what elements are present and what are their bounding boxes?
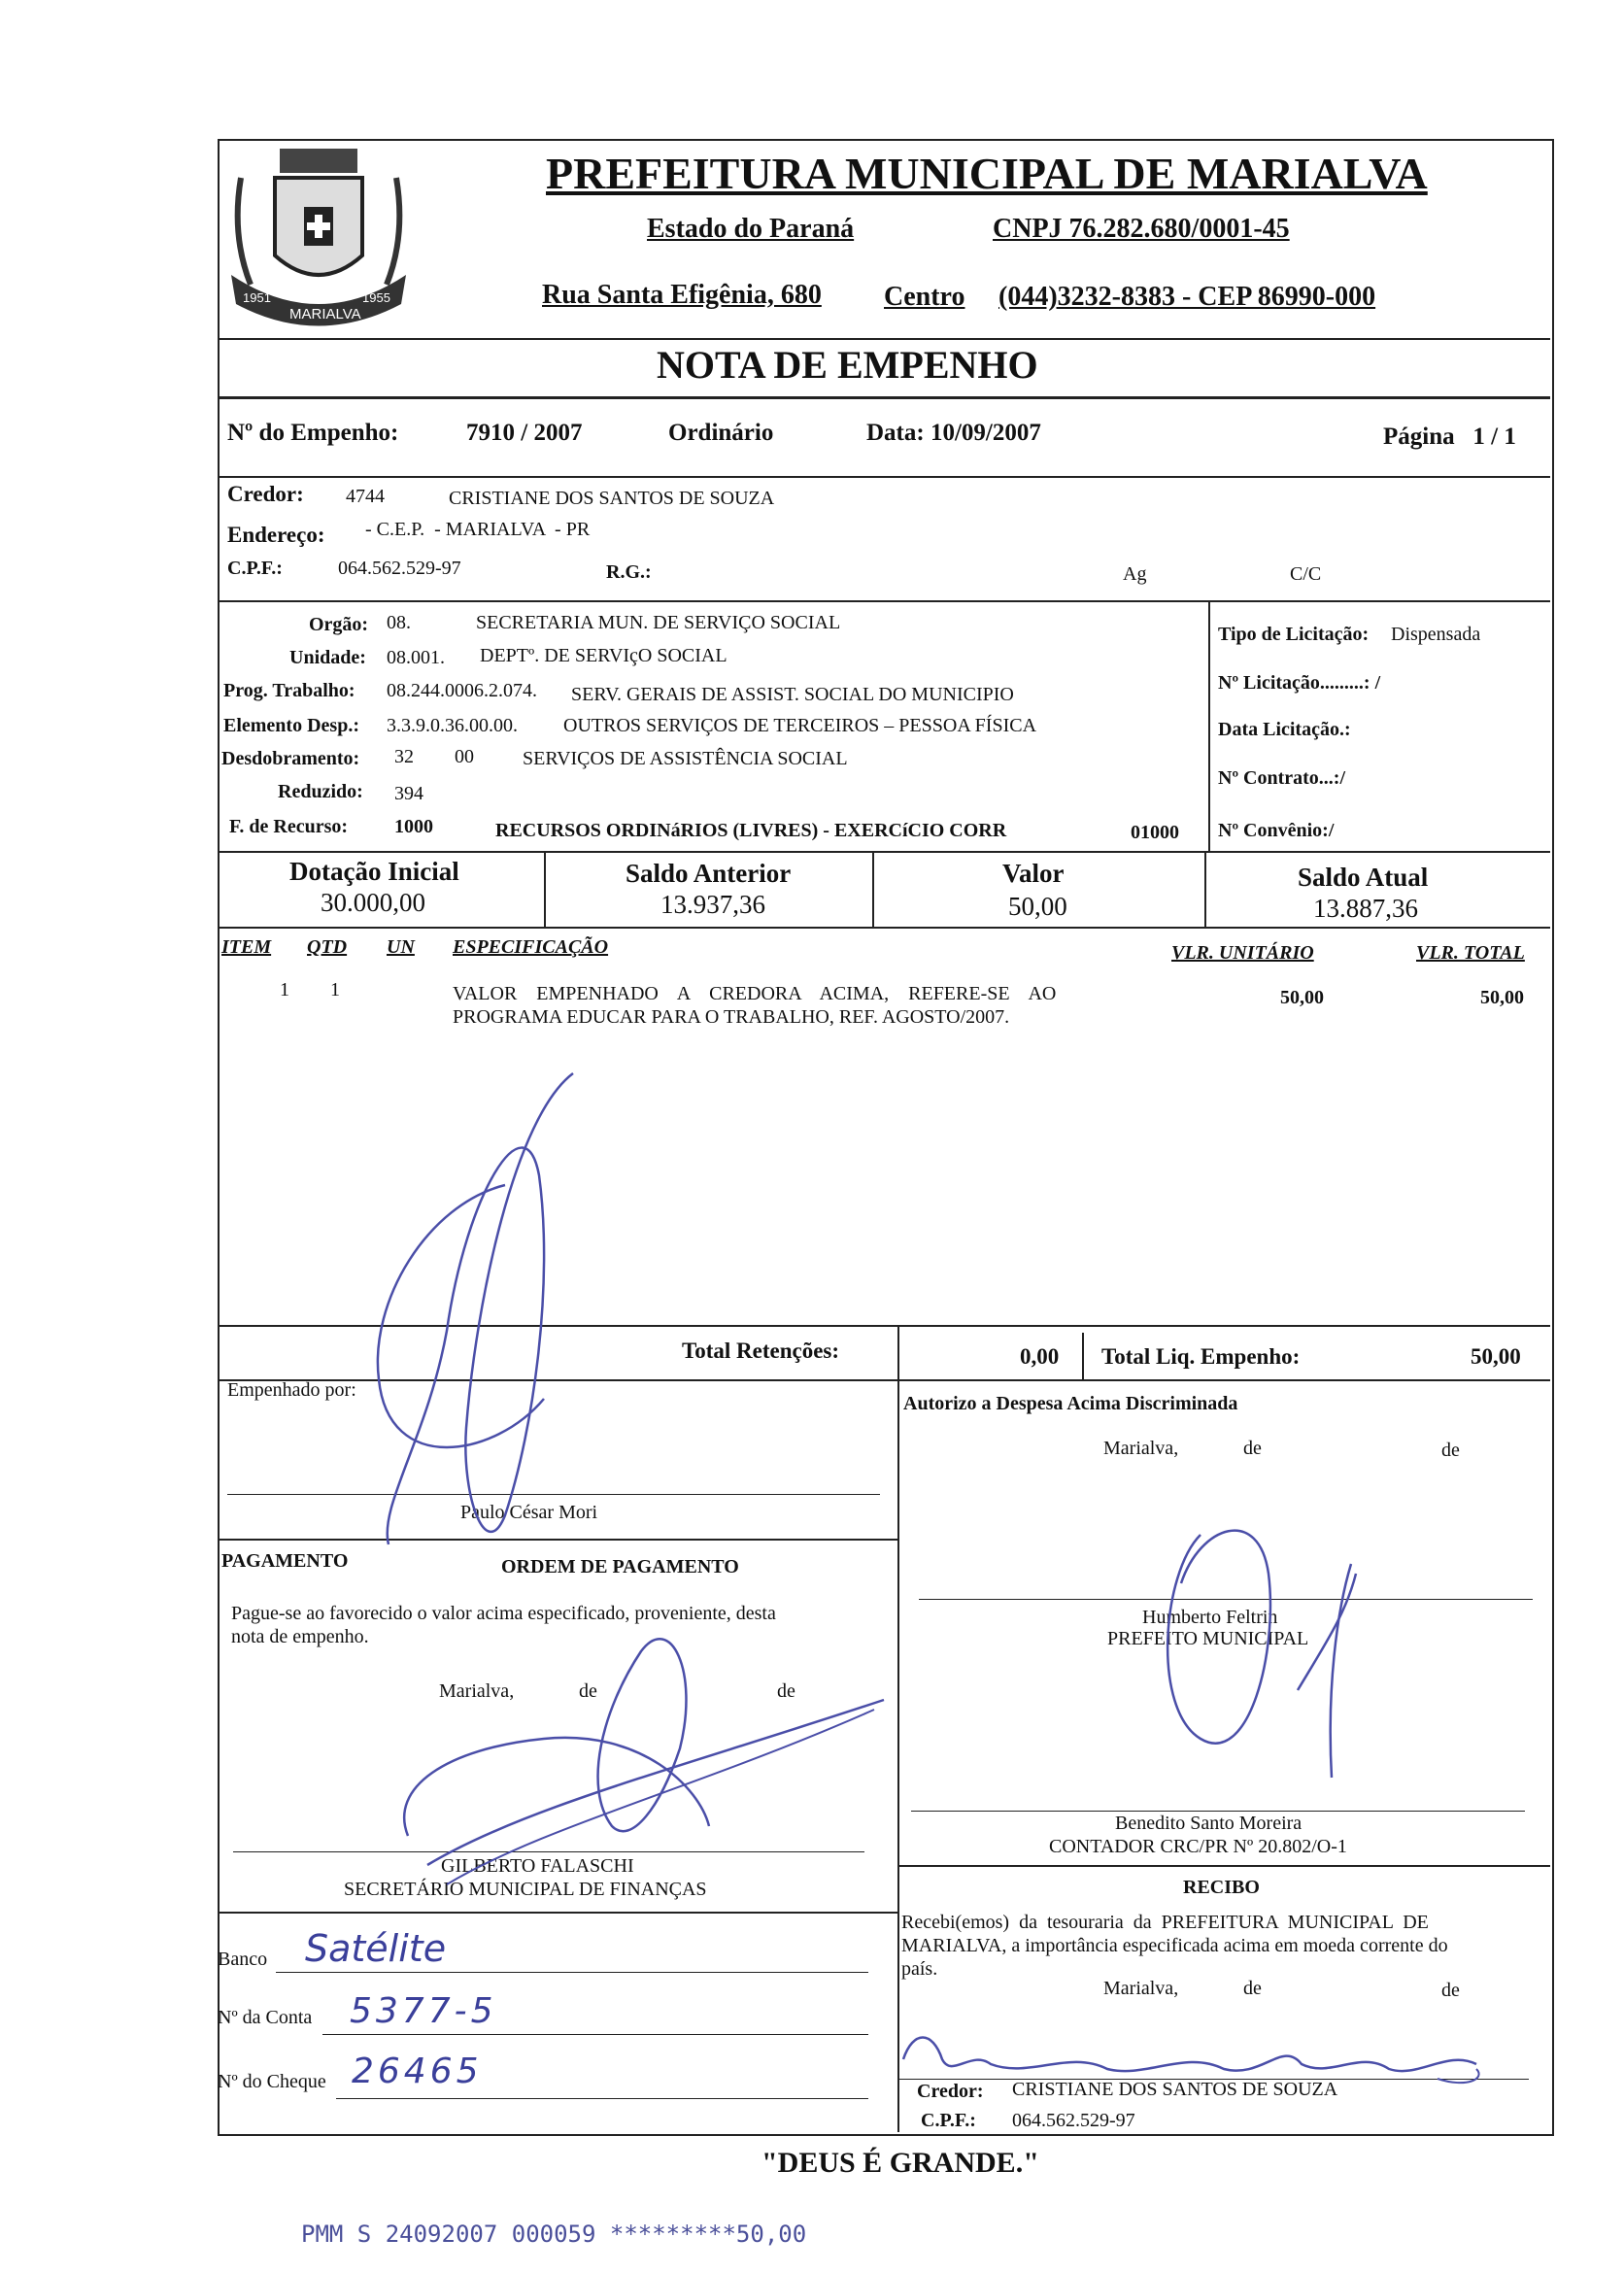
recibo-marialva: Marialva, xyxy=(1103,1978,1179,1999)
saldo-atual-value: 13.887,36 xyxy=(1313,894,1418,923)
recibo-text-line3: país. xyxy=(901,1958,938,1980)
divider xyxy=(218,1912,897,1914)
unidade-label: Unidade: xyxy=(289,647,366,668)
elemento-value: OUTROS SERVIÇOS DE TERCEIROS – PESSOA FÍSICA xyxy=(563,715,1037,736)
row-qtd: 1 xyxy=(330,979,340,1000)
logo-name: MARIALVA xyxy=(289,306,361,322)
footer-stamp: PMM S 24092007 000059 *********50,00 xyxy=(301,2221,807,2248)
credor-name: CRISTIANE DOS SANTOS DE SOUZA xyxy=(449,488,775,509)
divider xyxy=(218,476,1550,478)
recibo-de2: de xyxy=(1441,1980,1460,2001)
contrato-number: Nº Contrato...:/ xyxy=(1218,767,1346,789)
convenio-number: Nº Convênio:/ xyxy=(1218,820,1335,841)
reduzido-label: Reduzido: xyxy=(278,781,363,802)
row-item: 1 xyxy=(280,979,289,1000)
row-spec-line2: PROGRAMA EDUCAR PARA O TRABALHO, REF. AGOSTO/2007. xyxy=(453,1006,1010,1028)
cc-label: C/C xyxy=(1290,563,1322,585)
divider xyxy=(897,1379,899,2132)
col-item: ITEM xyxy=(221,936,272,958)
header-district: Centro xyxy=(884,282,965,312)
document-title: NOTA DE EMPENHO xyxy=(657,343,1038,387)
recibo-text-line1: Recebi(emos) da tesouraria da PREFEITURA MUNICIPAL DE xyxy=(901,1912,1429,1933)
endereco-label: Endereço: xyxy=(227,523,325,547)
header-phone-cep: (044)3232-8383 - CEP 86990-000 xyxy=(998,282,1376,312)
divider xyxy=(897,1865,1550,1867)
row-unit-value: 50,00 xyxy=(1280,987,1324,1008)
col-vlr-total: VLR. TOTAL xyxy=(1416,942,1525,964)
rg-label: R.G.: xyxy=(606,561,652,583)
cheque-value: 26465 xyxy=(352,2052,483,2091)
unidade-code: 08.001. xyxy=(387,647,445,668)
row-spec-line1: VALOR EMPENHADO A CREDORA ACIMA, REFERE-SE AO xyxy=(453,983,1057,1004)
valor-value: 50,00 xyxy=(1008,892,1067,921)
credor-label: Credor: xyxy=(227,482,304,506)
divider xyxy=(218,851,1550,853)
banco-value: Satélite xyxy=(305,1927,447,1970)
conta-label: Nº da Conta xyxy=(218,2007,313,2028)
header-title: PREFEITURA MUNICIPAL DE MARIALVA xyxy=(546,149,1428,198)
empenhado-label: Empenhado por: xyxy=(227,1379,356,1401)
recibo-de1: de xyxy=(1243,1978,1262,1999)
orgao-label: Orgão: xyxy=(309,614,369,635)
divider xyxy=(544,851,546,927)
elemento-label: Elemento Desp.: xyxy=(223,715,359,736)
dotacao-label: Dotação Inicial xyxy=(289,857,459,886)
field-line xyxy=(322,2034,868,2035)
logo-year-left: 1951 xyxy=(243,290,271,305)
field-line xyxy=(276,1972,868,1973)
tipo-licitacao-value: Dispensada xyxy=(1391,624,1481,645)
credor-code: 4744 xyxy=(346,486,385,507)
unidade-value: DEPTº. DE SERVIçO SOCIAL xyxy=(480,645,727,666)
saldo-anterior-label: Saldo Anterior xyxy=(626,859,792,888)
recurso-code: 1000 xyxy=(394,816,433,837)
divider xyxy=(1204,851,1206,927)
recurso-code2: 01000 xyxy=(1131,822,1179,843)
signature-line xyxy=(233,1851,864,1852)
banco-label: Banco xyxy=(218,1949,268,1970)
recibo-text-line2: MARIALVA, a importância especificada acima em moeda corrente do xyxy=(901,1935,1448,1956)
pagamento-text-line2: nota de empenho. xyxy=(231,1626,369,1647)
divider xyxy=(218,396,1550,399)
autorizo-de1: de xyxy=(1243,1438,1262,1459)
header-cnpj: CNPJ 76.282.680/0001-45 xyxy=(993,214,1290,244)
licitacao-number: Nº Licitação.........: / xyxy=(1218,672,1381,694)
autorizo-de2: de xyxy=(1441,1440,1460,1461)
orgao-value: SECRETARIA MUN. DE SERVIÇO SOCIAL xyxy=(476,612,841,633)
desdobramento-value: SERVIÇOS DE ASSISTÊNCIA SOCIAL xyxy=(523,748,848,769)
pagamento-marialva: Marialva, xyxy=(439,1680,515,1702)
empenho-number: 7910 / 2007 xyxy=(466,420,583,446)
prog-code: 08.244.0006.2.074. xyxy=(387,680,537,701)
empenho-number-label: Nº do Empenho: xyxy=(227,420,399,446)
desdobramento-code2: 00 xyxy=(455,746,474,767)
ordem-pagamento-label: ORDEM DE PAGAMENTO xyxy=(501,1556,739,1577)
conta-value: 5377-5 xyxy=(350,1991,497,2031)
endereco-value: - C.E.P. - MARIALVA - PR xyxy=(365,519,591,540)
autorizo-label: Autorizo a Despesa Acima Discriminada xyxy=(903,1393,1238,1414)
empenho-date: Data: 10/09/2007 xyxy=(866,420,1041,446)
recibo-credor-label: Credor: xyxy=(917,2081,984,2102)
desdobramento-code1: 32 xyxy=(394,746,414,767)
recibo-cpf-label: C.P.F.: xyxy=(921,2110,976,2131)
autorizo-marialva: Marialva, xyxy=(1103,1438,1179,1459)
divider xyxy=(218,1325,1550,1327)
tipo-licitacao-label: Tipo de Licitação: xyxy=(1218,624,1370,645)
reduzido-value: 394 xyxy=(394,783,423,804)
col-vlr-unitario: VLR. UNITÁRIO xyxy=(1171,942,1314,964)
field-line xyxy=(336,2098,868,2099)
header-state: Estado do Paraná xyxy=(647,214,855,244)
col-especificacao: ESPECIFICAÇÃO xyxy=(453,936,609,958)
cheque-label: Nº do Cheque xyxy=(218,2071,326,2092)
divider xyxy=(897,1325,899,1383)
divider xyxy=(872,851,874,927)
contador-name: Benedito Santo Moreira xyxy=(1115,1813,1303,1834)
liquido-value: 50,00 xyxy=(1471,1344,1521,1369)
secretario-title: SECRETÁRIO MUNICIPAL DE FINANÇAS xyxy=(344,1879,707,1900)
recurso-value: RECURSOS ORDINáRIOS (LIVRES) - EXERCíCIO CORR xyxy=(495,820,1007,841)
retencoes-value: 0,00 xyxy=(1020,1344,1060,1369)
footer-motto: "DEUS É GRANDE." xyxy=(761,2147,1039,2179)
pagamento-de2: de xyxy=(777,1680,795,1702)
signature-line xyxy=(919,1599,1533,1600)
liquido-label: Total Liq. Empenho: xyxy=(1101,1344,1301,1369)
retencoes-label: Total Retenções: xyxy=(682,1339,840,1363)
divider xyxy=(1208,600,1210,851)
recurso-label: F. de Recurso: xyxy=(229,816,349,837)
divider xyxy=(1082,1333,1084,1381)
dotacao-value: 30.000,00 xyxy=(321,888,425,917)
valor-label: Valor xyxy=(1002,859,1065,888)
divider xyxy=(218,338,1550,340)
recibo-credor-value: CRISTIANE DOS SANTOS DE SOUZA xyxy=(1012,2079,1338,2100)
saldo-atual-label: Saldo Atual xyxy=(1298,863,1429,892)
divider xyxy=(218,1379,1550,1381)
signature-line xyxy=(227,1494,880,1495)
pagamento-text-line1: Pague-se ao favorecido o valor acima especificado, proveniente, desta xyxy=(231,1603,776,1624)
cpf-value: 064.562.529-97 xyxy=(338,558,461,579)
contador-title: CONTADOR CRC/PR Nº 20.802/O-1 xyxy=(1049,1836,1347,1857)
prog-label: Prog. Trabalho: xyxy=(223,680,355,701)
secretario-name: GILBERTO FALASCHI xyxy=(441,1855,634,1877)
saldo-anterior-value: 13.937,36 xyxy=(660,890,765,919)
divider xyxy=(218,927,1550,929)
col-un: UN xyxy=(387,936,415,958)
signature-line xyxy=(911,1811,1525,1812)
divider xyxy=(218,600,1550,602)
pagamento-de1: de xyxy=(579,1680,597,1702)
col-qtd: QTD xyxy=(307,936,348,958)
pagamento-label: PAGAMENTO xyxy=(221,1550,349,1572)
page-number: Página 1 / 1 xyxy=(1383,424,1516,450)
empenho-type: Ordinário xyxy=(668,420,774,446)
recibo-cpf-value: 064.562.529-97 xyxy=(1012,2110,1135,2131)
prefeito-title: PREFEITO MUNICIPAL xyxy=(1107,1628,1309,1649)
orgao-code: 08. xyxy=(387,612,411,633)
prefeito-name: Humberto Feltrin xyxy=(1142,1607,1278,1628)
desdobramento-label: Desdobramento: xyxy=(221,748,360,769)
divider xyxy=(218,1539,897,1541)
ag-label: Ag xyxy=(1123,563,1147,585)
prog-value: SERV. GERAIS DE ASSIST. SOCIAL DO MUNICIPIO xyxy=(571,684,1014,705)
cpf-label: C.P.F.: xyxy=(227,558,283,579)
header-address: Rua Santa Efigênia, 680 xyxy=(542,280,822,310)
logo-year-right: 1955 xyxy=(362,290,390,305)
recibo-label: RECIBO xyxy=(1183,1877,1260,1898)
empenhado-name: Paulo César Mori xyxy=(460,1502,598,1523)
city-crest-logo xyxy=(221,139,416,333)
licitacao-date: Data Licitação.: xyxy=(1218,719,1351,740)
elemento-code: 3.3.9.0.36.00.00. xyxy=(387,715,518,736)
row-total-value: 50,00 xyxy=(1480,987,1524,1008)
